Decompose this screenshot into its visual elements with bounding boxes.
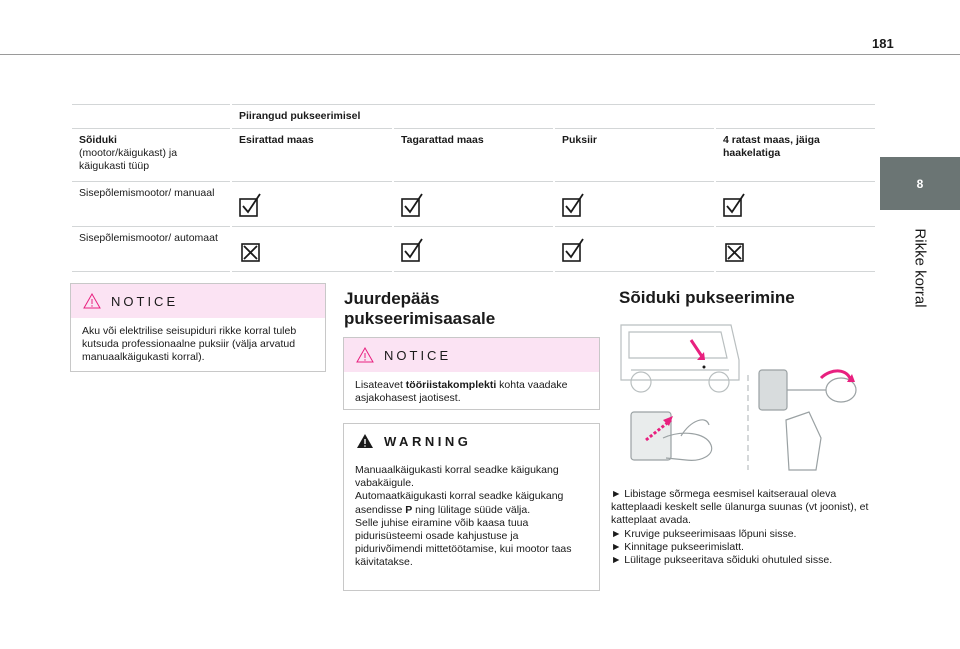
chapter-title-text: Rikke korral: [911, 228, 929, 308]
notice-box: [343, 337, 600, 410]
notice-title: NOTICE: [384, 347, 452, 363]
check-icon: [562, 238, 584, 262]
notice-text-bold: tööriistakomplekti: [405, 379, 497, 391]
vehicle-header-rest: (mootor/käigukast) ja käigukasti tüüp: [79, 147, 178, 172]
notice-header: [344, 338, 599, 372]
towing-instructions: [611, 488, 876, 567]
warning-line: Selle juhise eiramine võib kaasa tuua pidurisüsteemi osade kahjustuse ja pidurivõimendi mittetöötamise, kui mootor taas käivitatakse.: [355, 516, 572, 569]
check-icon: [723, 193, 745, 217]
check-icon: [239, 193, 261, 217]
table-cell: [393, 182, 554, 227]
instruction-step: ► Kinnitage pukseerimislatt.: [611, 540, 744, 553]
vehicle-header-bold: Sõiduki: [79, 134, 117, 146]
warning-header: [344, 424, 599, 458]
table-cell: [554, 227, 715, 272]
notice-text: [344, 372, 599, 415]
warning-title: WARNING: [384, 433, 472, 449]
notice-title: NOTICE: [111, 293, 179, 309]
table-header-row: [71, 129, 875, 182]
table-cell: [231, 227, 393, 272]
table-cell: [715, 182, 875, 227]
instruction-step: ► Libistage sõrmega eesmisel kaitseraual oleva katteplaadi keskelt selle ülanurga suunas (vt joonist), et katteplaat avada.: [611, 488, 869, 527]
instruction-step: ► Kruvige pukseerimisaas lõpuni sisse.: [611, 527, 797, 540]
table-row: [71, 227, 875, 272]
header-rule: [0, 54, 960, 55]
check-icon: [401, 238, 423, 262]
table-title: Piirangud pukseerimisel: [231, 105, 875, 129]
warning-line: Manuaalkäigukasti korral seadke käigukang vabakäigule.: [355, 464, 559, 490]
chapter-number: 8: [916, 176, 924, 191]
chapter-tab[interactable]: [880, 157, 960, 210]
warning-text-bold: P: [405, 503, 413, 516]
warning-triangle-icon: [83, 293, 101, 309]
column-header: Tagarattad maas: [393, 129, 554, 182]
chapter-title: [880, 218, 960, 318]
notice-text: Aku või elektrilise seisupiduri rikke korral tuleb kutsuda professionaalne puksiir (välja arvatud manuaalkäigukasti korral).: [82, 325, 297, 364]
table-cell: [393, 227, 554, 272]
towing-restrictions-table: [70, 104, 875, 272]
cross-icon: [239, 238, 261, 262]
table-cell: [231, 182, 393, 227]
table-cell: [554, 182, 715, 227]
section-heading: Sõiduki pukseerimine: [619, 288, 795, 307]
vehicle-header: [71, 129, 231, 182]
check-icon: [401, 193, 423, 217]
warning-triangle-icon: [356, 347, 374, 363]
notice-text-part: kohta vaadake asjakohasest jaotisest.: [355, 379, 568, 405]
section-heading: Juurdepääs pukseerimisaasale: [344, 289, 496, 328]
table-row: [71, 182, 875, 227]
warning-line: [355, 490, 588, 516]
table-cell: [715, 227, 875, 272]
warning-box: [343, 423, 600, 591]
check-icon: [562, 193, 584, 217]
table-title-row: [71, 105, 875, 129]
row-label: Sisepõlemismootor/ automaat: [71, 227, 231, 272]
page-number: 181: [872, 36, 894, 51]
row-label: Sisepõlemismootor/ manuaal: [71, 182, 231, 227]
column-header: 4 ratast maas, jäiga haakelatiga: [715, 129, 875, 182]
column-header: Puksiir: [554, 129, 715, 182]
instruction-step: ► Lülitage pukseeritava sõiduki ohutuled sisse.: [611, 554, 833, 567]
warning-text-part: ning lülitage süüde välja.: [412, 503, 531, 516]
cross-icon: [723, 238, 745, 262]
warning-triangle-icon: [356, 433, 374, 449]
column-header: Esirattad maas: [231, 129, 393, 182]
notice-box: [70, 283, 326, 372]
warning-text-part: Automaatkäigukasti korral seadke käigukang asendisse: [355, 490, 564, 516]
towing-eye-cover-illustration: [611, 320, 876, 480]
warning-text: [344, 458, 599, 580]
notice-header: [71, 284, 325, 318]
notice-text-part: Lisateavet: [355, 379, 406, 391]
